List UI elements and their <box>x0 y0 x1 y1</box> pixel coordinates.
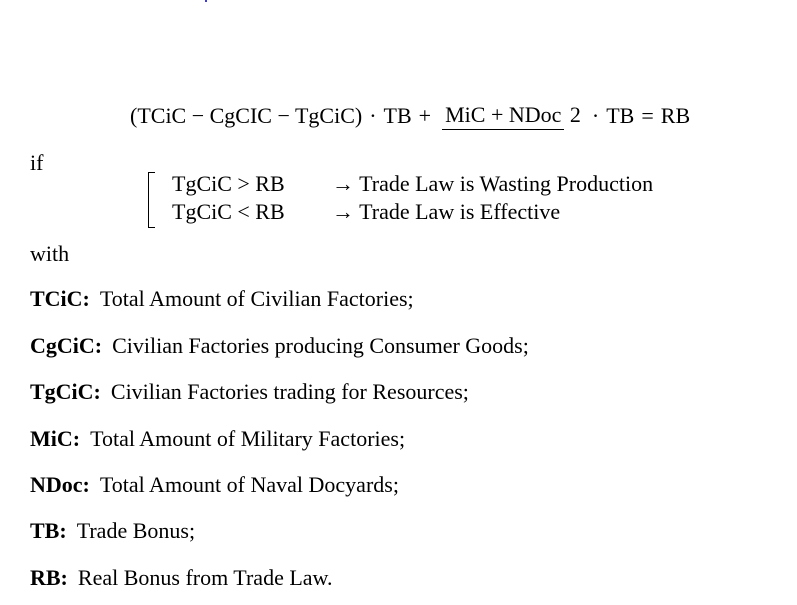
plus-operator: + <box>418 103 432 128</box>
definition-item <box>30 426 405 452</box>
definition-item <box>30 472 399 498</box>
cases-block <box>148 170 653 226</box>
definition-text: Total Amount of Civilian Factories; <box>99 286 414 311</box>
definition-item <box>30 379 469 405</box>
denominator: 2 <box>569 102 581 127</box>
definition-term: RB: <box>30 565 68 590</box>
definition-text: Total Amount of Naval Docyards; <box>99 472 399 497</box>
equals-operator: = <box>641 103 654 128</box>
rhs-term: RB <box>660 103 691 128</box>
definition-text: Trade Bonus; <box>76 518 196 543</box>
definition-term: TCiC: <box>30 286 90 311</box>
case-condition: TgCiC < RB <box>172 199 285 224</box>
dot-operator: · <box>369 103 377 128</box>
definition-term: TB: <box>30 518 67 543</box>
trade-bonus-term: TB <box>606 103 635 128</box>
definition-text: Civilian Factories producing Consumer Goods; <box>112 333 529 358</box>
artifact-dot <box>205 0 207 2</box>
fraction <box>442 102 581 130</box>
definition-term: NDoc: <box>30 472 90 497</box>
numerator: MiC + NDoc <box>442 102 564 130</box>
case-row <box>148 198 653 226</box>
with-label: with <box>30 241 70 266</box>
case-condition: TgCiC > RB <box>172 171 285 196</box>
case-result: → Trade Law is Effective <box>332 199 561 224</box>
if-label: if <box>30 150 44 175</box>
definition-item <box>30 518 195 544</box>
definition-item <box>30 565 333 591</box>
main-equation <box>130 86 690 146</box>
case-row <box>148 170 653 198</box>
definition-item <box>30 286 414 312</box>
dot-operator: · <box>591 103 600 128</box>
definition-term: TgCiC: <box>30 379 101 404</box>
left-bracket <box>148 172 155 228</box>
definition-text: Real Bonus from Trade Law. <box>77 565 333 590</box>
definition-term: MiC: <box>30 426 81 451</box>
definition-text: Civilian Factories trading for Resources; <box>110 379 469 404</box>
definition-text: Total Amount of Military Factories; <box>90 426 406 451</box>
trade-bonus-term: TB <box>383 103 412 128</box>
definition-item <box>30 333 529 359</box>
definition-term: CgCiC: <box>30 333 103 358</box>
lhs-group: (TCiC − CgCIC − TgCiC) <box>130 103 363 128</box>
case-result: → Trade Law is Wasting Production <box>332 171 654 196</box>
